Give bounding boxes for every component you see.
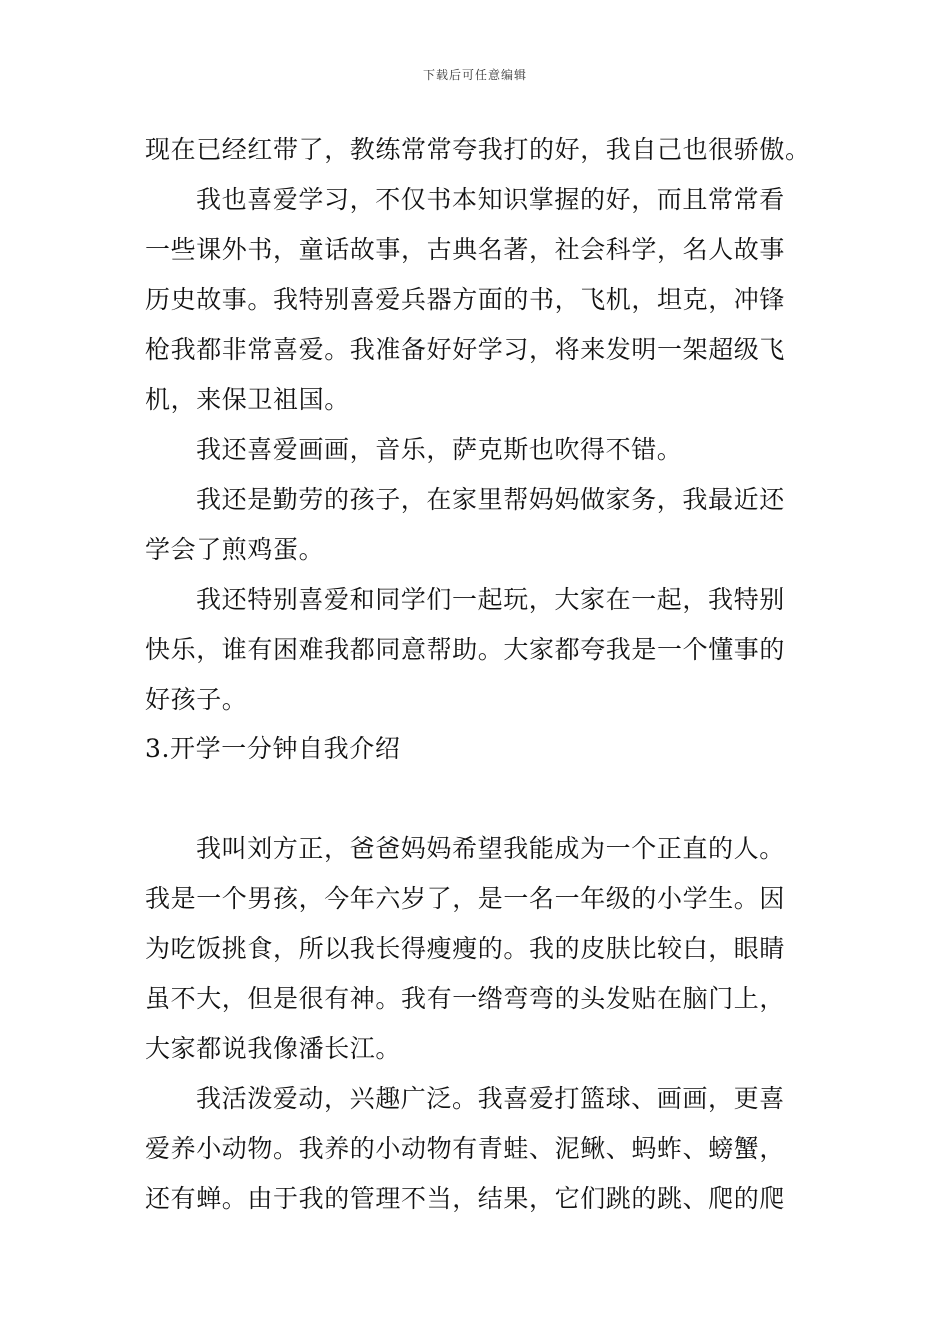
paragraph-start-line: 我叫刘方正，爸爸妈妈希望我能成为一个正直的人。 [196, 834, 785, 863]
text-line: 快乐，谁有困难我都同意帮助。大家都夸我是一个懂事的 [145, 635, 786, 664]
paragraph-start-line: 我也喜爱学习，不仅书本知识掌握的好，而且常常看 [196, 185, 785, 214]
text-line: 历史故事。我特别喜爱兵器方面的书，飞机，坦克，冲锋 [145, 285, 786, 314]
text-line: 为吃饭挑食，所以我长得瘦瘦的。我的皮肤比较白，眼睛 [145, 934, 786, 963]
text-line: 我是一个男孩，今年六岁了，是一名一年级的小学生。因 [145, 884, 786, 913]
paragraph-start-line: 我还是勤劳的孩子，在家里帮妈妈做家务，我最近还 [196, 485, 785, 514]
section-heading: 3.开学一分钟自我介绍 [145, 734, 401, 763]
text-line: 一些课外书，童话故事，古典名著，社会科学，名人故事 [145, 235, 786, 264]
text-line: 学会了煎鸡蛋。 [145, 535, 325, 564]
text-line: 机，来保卫祖国。 [145, 385, 350, 414]
page-header-note: 下载后可任意编辑 [422, 68, 527, 82]
text-line: 现在已经红带了，教练常常夸我打的好，我自己也很骄傲。 [145, 135, 811, 164]
text-line: 虽不大，但是很有神。我有一绺弯弯的头发贴在脑门上， [145, 984, 786, 1013]
text-line: 枪我都非常喜爱。我准备好好学习，将来发明一架超级飞 [145, 335, 786, 364]
text-line: 好孩子。 [145, 685, 248, 714]
text-line: 大家都说我像潘长江。 [145, 1034, 402, 1063]
text-line: 爱养小动物。我养的小动物有青蛙、泥鳅、蚂蚱、螃蟹， [145, 1134, 786, 1163]
paragraph-start-line: 我还特别喜爱和同学们一起玩，大家在一起，我特别 [196, 585, 785, 614]
text-line: 还有蝉。由于我的管理不当，结果，它们跳的跳、爬的爬 [145, 1184, 786, 1213]
paragraph-start-line: 我活泼爱动，兴趣广泛。我喜爱打篮球、画画，更喜 [196, 1084, 785, 1113]
paragraph-start-line: 我还喜爱画画，音乐，萨克斯也吹得不错。 [196, 435, 683, 464]
